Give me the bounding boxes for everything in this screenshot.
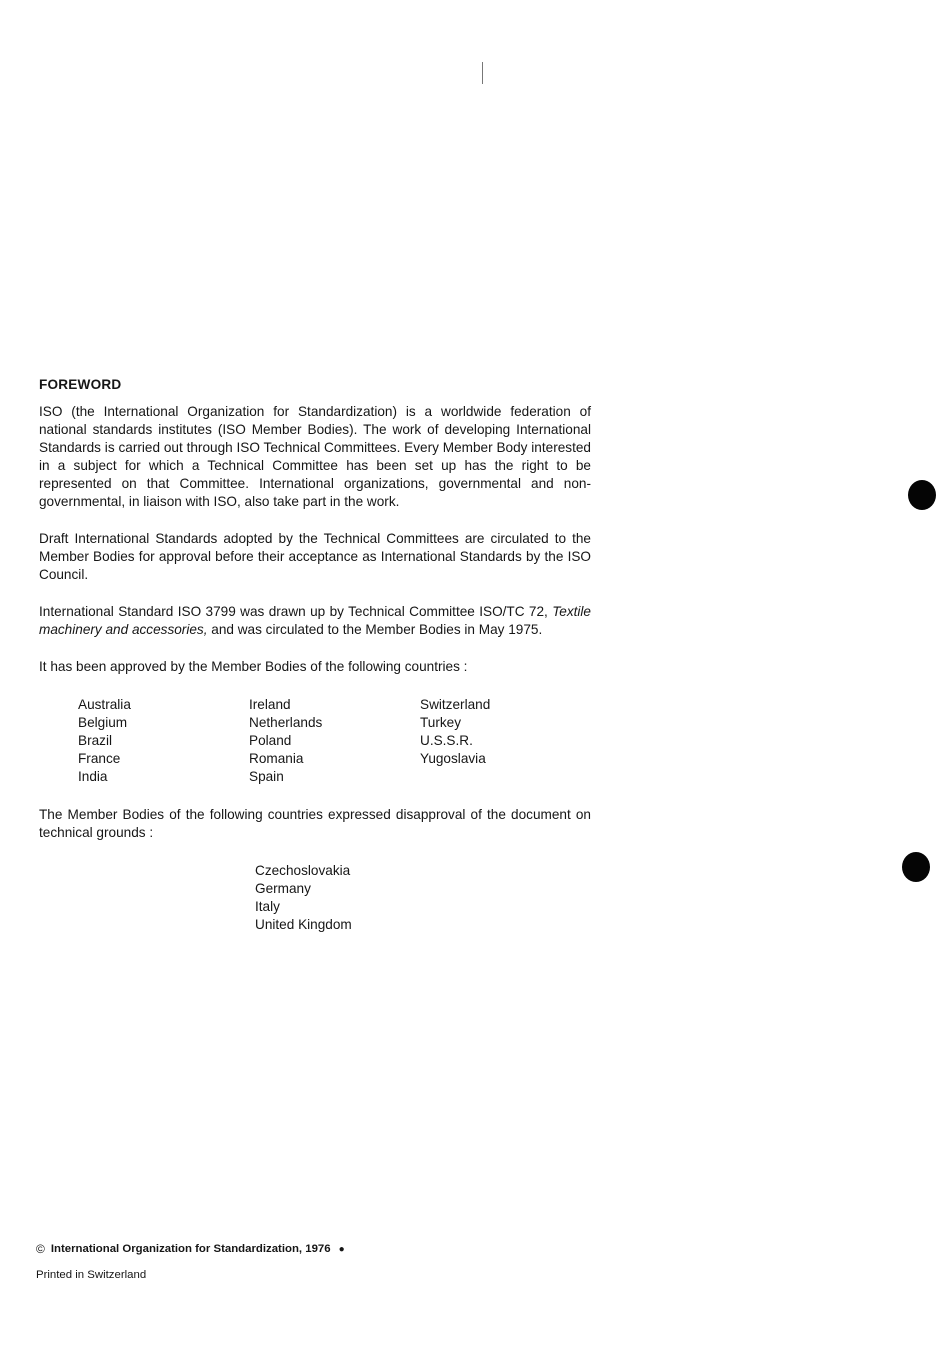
copyright-line [36,1242,345,1256]
country-item: Ireland [249,697,291,712]
approved-column-2 [249,696,420,786]
country-item: Poland [249,733,292,748]
country-item: India [78,769,108,784]
country-item: Spain [249,769,284,784]
paragraph-iso-intro: ISO (the International Organization for Standardization) is a worldwide federation of national standards institutes (ISO Member Bodies). The work of developing International Standards is carried out through ISO Technical Committees. Every Member Body interested in a subject for which a Technical Committee has been set up has the right to be represented on that Committee. International organizations, governmental and non-governmental, in liaison with ISO, also take part in the work. [39,404,591,509]
bullet-icon: ● [338,1243,345,1255]
country-item: Romania [249,751,304,766]
country-item: Czechoslovakia [255,863,351,878]
country-item: Italy [255,899,280,914]
disapproval-intro: The Member Bodies of the following countries expressed disapproval of the document on technical grounds : [39,807,591,840]
country-item: Turkey [420,715,462,730]
country-item: Germany [255,881,311,896]
printed-in-line: Printed in Switzerland [36,1269,147,1281]
para3-text-start: International Standard ISO 3799 was drawn up by Technical Committee ISO/TC 72, [39,604,553,619]
country-item: Brazil [78,733,112,748]
paragraph-draft-standards: Draft International Standards adopted by the Technical Committees are circulated to the Member Bodies for approval before their acceptance as International Standards by the ISO Council. [39,531,591,582]
binding-mark [482,62,483,84]
country-item: Yugoslavia [420,751,486,766]
approved-column-3 [420,696,591,786]
approved-countries-list [78,696,591,786]
foreword-section [39,376,591,934]
approved-intro: It has been approved by the Member Bodies of the following countries : [39,659,468,674]
punch-hole-bottom [902,852,930,882]
country-item: Switzerland [420,697,491,712]
punch-hole-top [908,480,936,510]
copyright-symbol: © [36,1242,45,1256]
disapproved-countries-list [255,862,591,934]
country-item: Belgium [78,715,128,730]
copyright-text: International Organization for Standardization, 1976 [50,1243,331,1255]
approved-column-1 [78,696,249,786]
country-item: Netherlands [249,715,323,730]
paragraph-iso-3799 [39,603,591,639]
foreword-heading: FOREWORD [39,377,122,392]
page-footer [36,1242,345,1281]
para3-text-end: and was circulated to the Member Bodies in May 1975. [207,622,543,637]
country-item: United Kingdom [255,917,352,932]
country-item: U.S.S.R. [420,733,473,748]
committee-title: Textile machinery and accessories, [39,604,591,637]
country-item: Australia [78,697,131,712]
country-item: France [78,751,121,766]
